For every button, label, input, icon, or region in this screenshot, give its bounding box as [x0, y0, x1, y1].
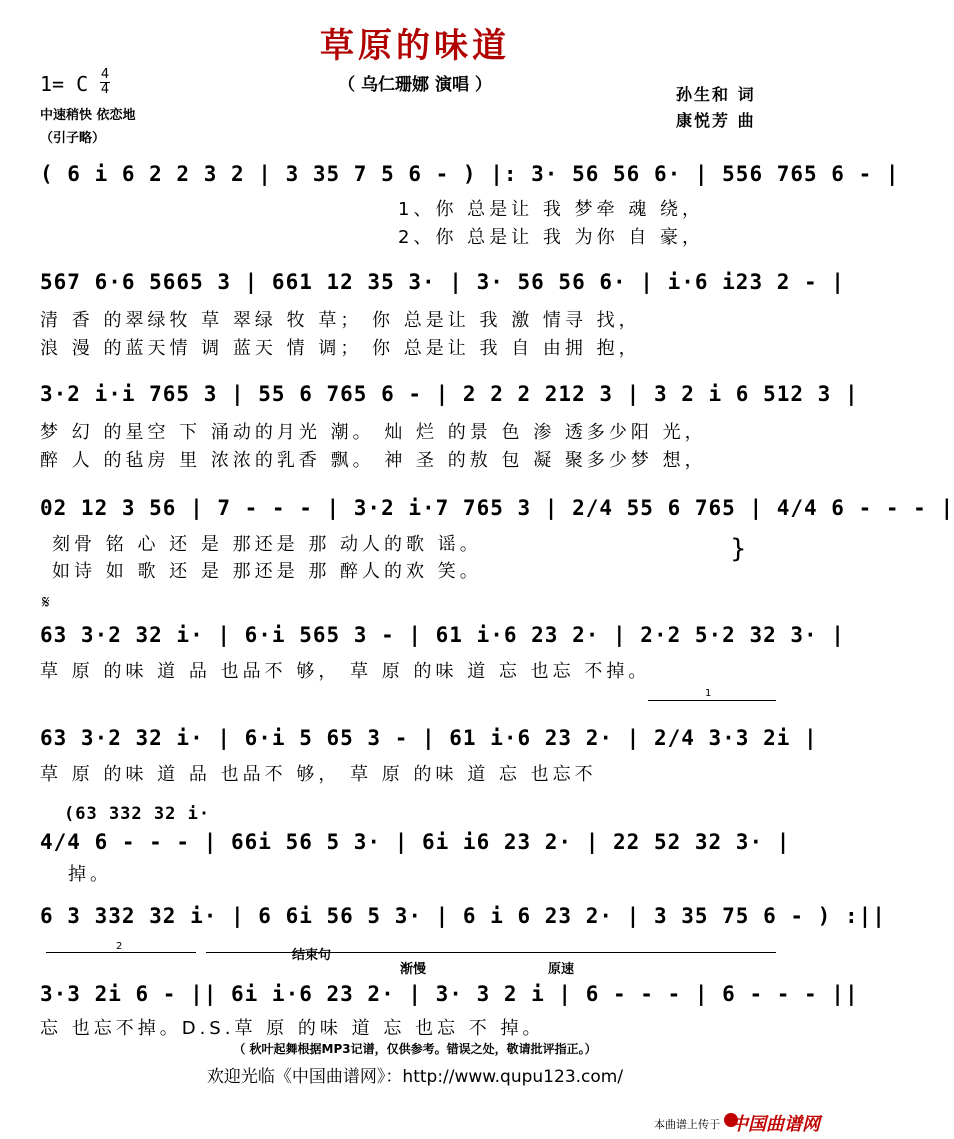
lyric-line-3-2: 醉 人 的毡房 里 浓浓的乳香 飘。 神 圣 的敖 包 凝 聚多少梦 想，: [40, 450, 707, 471]
score-row-1: ( 6 i 6 2 2 3 2 | 3 35 7 5 6 - ) |: 3· 56 56 6· | 556 765 6 - |: [40, 162, 900, 186]
resume-tempo-mark: 原速: [548, 962, 575, 977]
website-welcome: 欢迎光临《中国曲谱网》：http://www.qupu123.com/: [206, 1067, 624, 1087]
key-signature: 1= C: [40, 72, 89, 96]
score-row-9: 3·3 2i 6 - || 6i i·6 23 2· | 3· 3 2 i | 6 - - - | 6 - - - ||: [40, 982, 859, 1006]
lyricist-credit: 孙生和 词: [676, 85, 756, 104]
slow-down-mark: 渐慢: [400, 962, 427, 977]
score-row-7: 4/4 6 - - - | 66i 56 5 3· | 6i i6 23 2· | 22 52 32 3· |: [40, 830, 791, 854]
segno-sign: 𝄋: [42, 592, 50, 613]
brace-glyph: }: [730, 534, 747, 564]
score-row-3: 3·2 i·i 765 3 | 55 6 765 6 - | 2 2 2 212 3 | 3 2 i 6 512 3 |: [40, 382, 859, 406]
ending-label: 结束句: [292, 948, 332, 963]
time-bottom: 4: [100, 82, 110, 97]
lyric-line-6-1: 草 原 的味 道 品 也品不 够， 草 原 的味 道 忘 也忘不: [40, 764, 597, 785]
lyric-line-2-1: 清 香 的翠绿牧 草 翠绿 牧 草； 你 总是让 我 激 情寻 找，: [40, 310, 641, 331]
lyric-line-9-1: 忘 也忘不掉。D.S.草 原 的味 道 忘 也忘 不 掉。: [40, 1018, 545, 1039]
lyric-line-3-1: 梦 幻 的星空 下 涌动的月光 潮。 灿 烂 的景 色 渗 透多少阳 光，: [40, 422, 707, 443]
lyric-line-7-1: 掉。: [68, 864, 112, 885]
lyric-line-1-2: 2、你 总是让 我 为你 自 豪，: [398, 227, 705, 248]
volta-1-label: 1: [705, 688, 712, 699]
volta-2-bracket: [46, 952, 196, 953]
lyric-line-2-2: 浪 漫 的蓝天情 调 蓝天 情 调； 你 总是让 我 自 由拥 抱，: [40, 338, 641, 359]
score-row-6: 63 3·2 32 i· | 6·i 5 65 3 - | 61 i·6 23 2· | 2/4 3·3 2i |: [40, 726, 818, 750]
transcription-notice: （ 秋叶起舞根据MP3记谱，仅供参考。错误之处，敬请批评指正。）: [233, 1042, 597, 1056]
tempo-marking: 中速稍快 依恋地: [40, 108, 136, 123]
volta-2-label: 2: [116, 941, 123, 952]
brand-name: 中国曲谱网: [730, 1114, 820, 1135]
performer-subtitle: （ 乌仁珊娜 演唱 ）: [338, 75, 492, 95]
upload-label: 本曲谱上传于: [654, 1118, 720, 1131]
time-signature: [100, 68, 110, 97]
composer-credit: 康悦芳 曲: [676, 111, 756, 130]
score-row-7-alt: (63 332 32 i·: [64, 804, 211, 824]
volta-1-bracket: [648, 700, 776, 701]
time-top: 4: [100, 67, 110, 82]
song-title: 草原的味道: [320, 26, 510, 66]
lyric-line-4-1: 刻骨 铭 心 还 是 那还是 那 动人的歌 谣。: [52, 534, 482, 555]
intro-note: （引子略）: [40, 131, 106, 146]
lyric-line-5-1: 草 原 的味 道 品 也品不 够， 草 原 的味 道 忘 也忘 不掉。: [40, 661, 651, 682]
score-row-2: 567 6·6 5665 3 | 661 12 35 3· | 3· 56 56 6· | i·6 i23 2 - |: [40, 270, 845, 294]
score-row-8: 6 3 332 32 i· | 6 6i 56 5 3· | 6 i 6 23 2· | 3 35 75 6 - ) :||: [40, 904, 886, 928]
lyric-line-4-2: 如诗 如 歌 还 是 那还是 那 醉人的欢 笑。: [52, 561, 482, 582]
score-row-5: 63 3·2 32 i· | 6·i 565 3 - | 61 i·6 23 2· | 2·2 5·2 32 3· |: [40, 623, 845, 647]
score-row-4: 02 12 3 56 | 7 - - - | 3·2 i·7 765 3 | 2/4 55 6 765 | 4/4 6 - - - |: [40, 496, 954, 520]
lyric-line-1-1: 1、你 总是让 我 梦牵 魂 绕，: [398, 199, 705, 220]
